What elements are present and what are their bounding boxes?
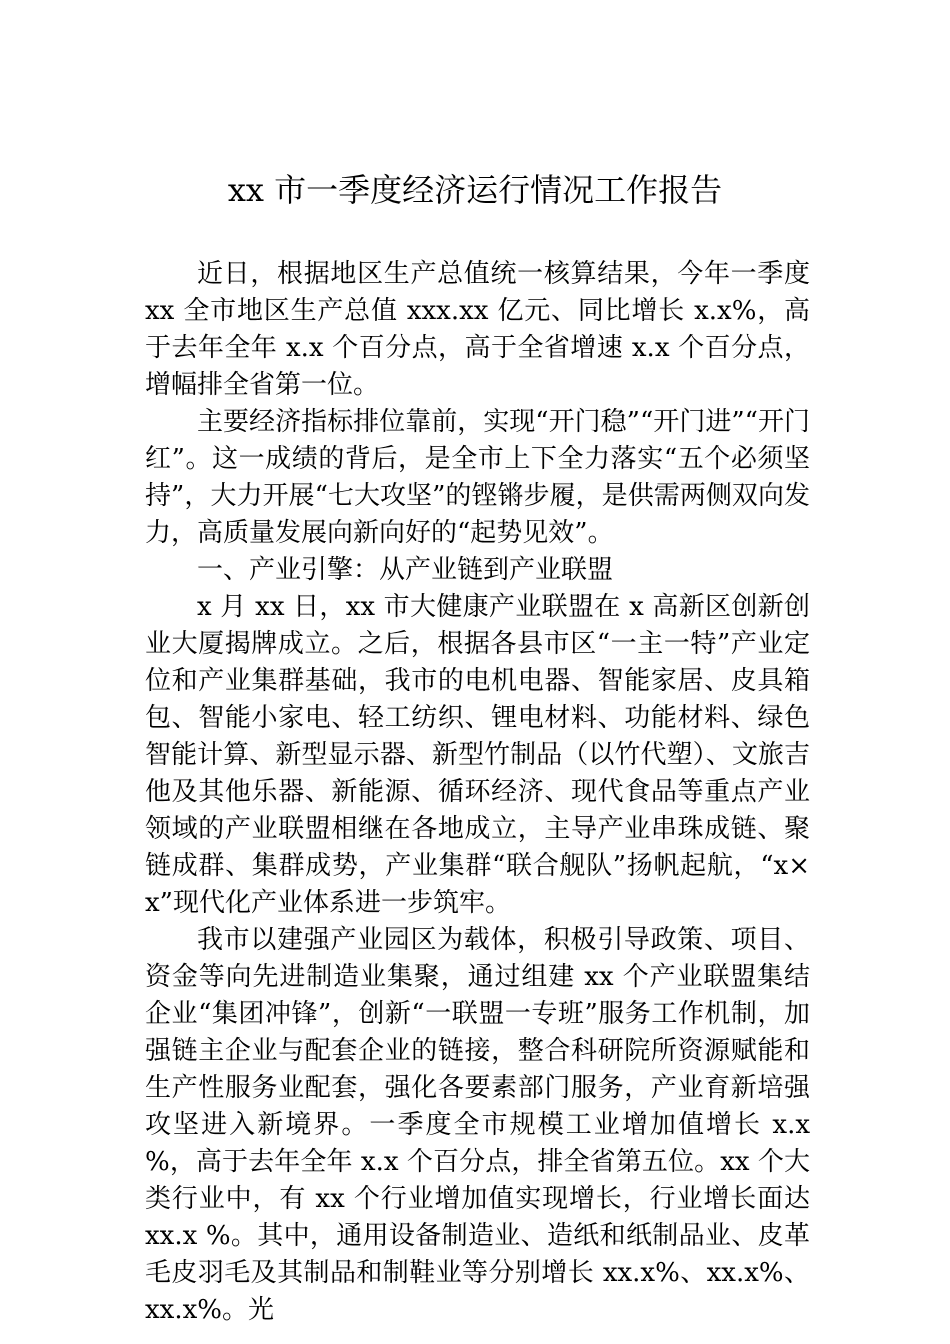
document-body [145, 256, 810, 1329]
paragraph-industry-alliance: x 月 xx 日，xx 市大健康产业联盟在 x 高新区创新创业大厦揭牌成立。之后，根据各县市区“一主一特”产业定位和产业集群基础，我市的电机电器、智能家居、皮具箱包、智能小家电、轻工纺织、锂电材料、功能材料、绿色智能计算、新型显示器、新型竹制品（以竹代塑）、文旅吉他及其他乐器、新能源、循环经济、现代食品等重点产业领域的产业联盟相继在各地成立，主导产业串珠成链、聚链成群、集群成势，产业集群“联合舰队”扬帆起航，“x×x”现代化产业体系进一步筑牢。 [145, 592, 810, 918]
section-heading-industry-engine: 一、产业引擎：从产业链到产业联盟 [197, 555, 614, 585]
paragraph-industrial-parks: 我市以建强产业园区为载体，积极引导政策、项目、资金等向先进制造业集聚，通过组建 xx 个产业联盟集结企业“集团冲锋”，创新“一联盟一专班”服务工作机制，加强链主企业与配套企业的链接，整合科研院所资源赋能和生产性服务业配套，强化各要素部门服务，产业育新培强攻坚进入新境界。一季度全市规模工业增加值增长 x.x %，高于去年全年 x.x 个百分点，排全省第五位。xx 个大类行业中，有 xx 个行业增加值实现增长，行业增长面达 xx.x %。其中，通用设备制造业、造纸和纸制品业、皮革毛皮羽毛及其制品和制鞋业等分别增长 xx.x%、xx.x%、xx.x%。光 [145, 925, 810, 1325]
paragraph-indicators: 主要经济指标排位靠前，实现“开门稳”“开门进”“开门红”。这一成绩的背后，是全市上下全力落实“五个必须坚持”，大力开展“七大攻坚”的铿锵步履，是供需两侧双向发力，高质量发展向新向好的“起势见效”。 [145, 407, 810, 548]
paragraph-gdp-summary: 近日，根据地区生产总值统一核算结果，今年一季度 xx 全市地区生产总值 xxx.xx 亿元、同比增长 x.x%，高于去年全年 x.x 个百分点，高于全省增速 x.x 个百分点，增幅排全省第一位。 [145, 259, 810, 400]
document-title: xx 市一季度经济运行情况工作报告 [227, 171, 723, 209]
